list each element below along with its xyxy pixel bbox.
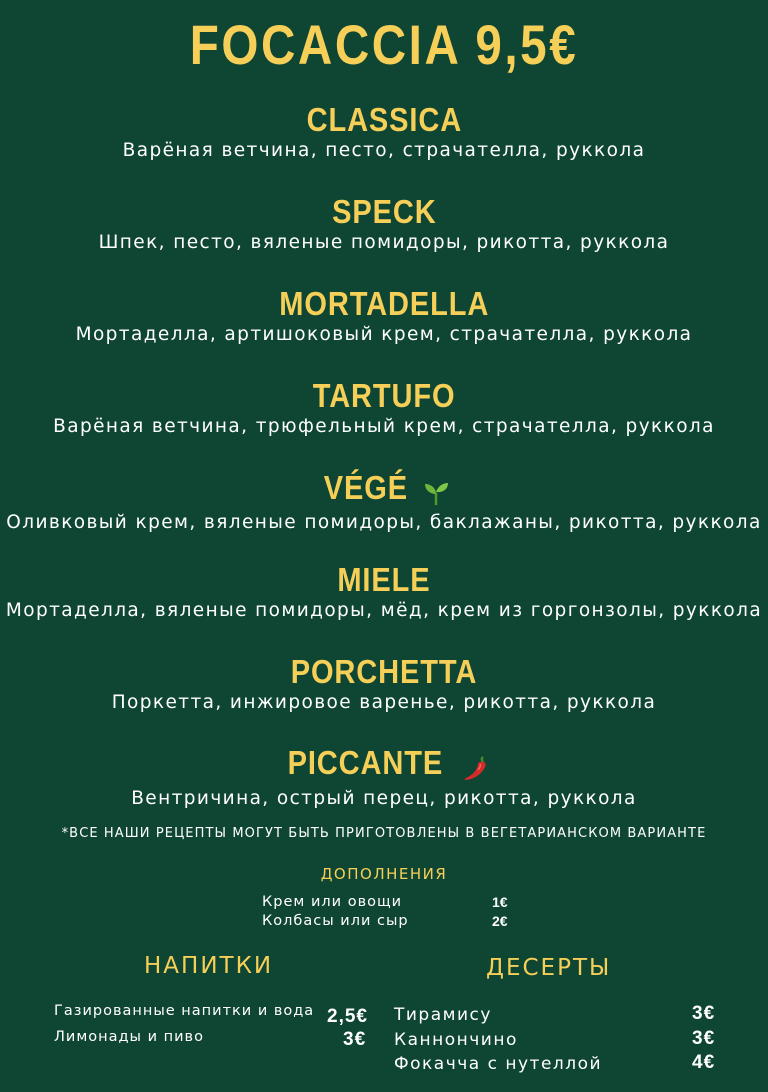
item-name: PICCANTE: [287, 744, 443, 781]
extra-row-label: Крем или овощи: [262, 894, 403, 910]
item-description: Поркетта, инжировое варенье, рикотта, руккола: [111, 692, 657, 713]
menu-item-tartufo: [0, 377, 768, 439]
menu-item-mortadella: [0, 285, 768, 347]
item-name: TARTUFO: [312, 377, 456, 414]
item-description: Варёная ветчина, трюфельный крем, страчателла, руккола: [53, 416, 715, 437]
menu-item-porchetta: [0, 653, 768, 715]
dessert-row-label: Фокачча с нутеллой: [394, 1054, 603, 1074]
drink-row-label: Газированные напитки и вода: [54, 1003, 315, 1019]
desserts-title: ДЕСЕРТЫ: [486, 955, 612, 981]
item-name: PORCHETTA: [290, 653, 478, 690]
menu-title: FOCACCIA 9,5€: [189, 13, 579, 76]
item-name: MORTADELLA: [279, 285, 489, 322]
dessert-row-price: 3€: [692, 1028, 716, 1049]
menu-item-miele: [0, 561, 768, 623]
item-description: Мортаделла, артишоковый крем, страчателла, руккола: [75, 324, 693, 345]
drink-row-price: 3€: [343, 1029, 367, 1050]
vegetarian-note: *ВСЕ НАШИ РЕЦЕПТЫ МОГУТ БЫТЬ ПРИГОТОВЛЕНЫ В ВЕГЕТАРИАНСКОМ ВАРИАНТЕ: [61, 826, 707, 841]
dessert-row-label: Каннончино: [394, 1030, 518, 1050]
item-description: Варёная ветчина, песто, страчателла, руккола: [122, 140, 646, 161]
item-name: MIELE: [337, 561, 431, 598]
menu-item-vege: [0, 469, 768, 535]
item-name: VÉGÉ: [323, 469, 409, 506]
drink-row-price: 2,5€: [327, 1006, 368, 1027]
chili-pepper-icon: [461, 753, 491, 787]
item-description: Шпек, песто, вяленые помидоры, рикотта, руккола: [98, 232, 670, 253]
extras-title: ДОПОЛНЕНИЯ: [320, 865, 448, 883]
extra-row-price: 2€: [492, 913, 508, 929]
item-name: SPECK: [331, 193, 437, 230]
dessert-row-price: 3€: [692, 1003, 716, 1024]
drink-row-label: Лимонады и пиво: [54, 1029, 204, 1045]
dessert-row-label: Тирамису: [394, 1005, 492, 1025]
extra-row-price: 1€: [492, 894, 508, 910]
extra-row-label: Колбасы или сыр: [262, 913, 409, 929]
item-name: CLASSICA: [306, 101, 462, 138]
menu-item-speck: [0, 193, 768, 255]
item-description: Мортаделла, вяленые помидоры, мёд, крем из горгонзолы, руккола: [5, 600, 763, 621]
sprout-icon: [422, 479, 450, 511]
item-description: Оливковый крем, вяленые помидоры, баклажаны, рикотта, руккола: [6, 511, 762, 533]
drinks-title: НАПИТКИ: [144, 953, 274, 979]
menu-item-classica: [0, 101, 768, 163]
menu-item-piccante: [0, 744, 768, 811]
item-description: Вентричина, острый перец, рикотта, руккола: [131, 787, 637, 809]
dessert-row-price: 4€: [692, 1052, 716, 1073]
